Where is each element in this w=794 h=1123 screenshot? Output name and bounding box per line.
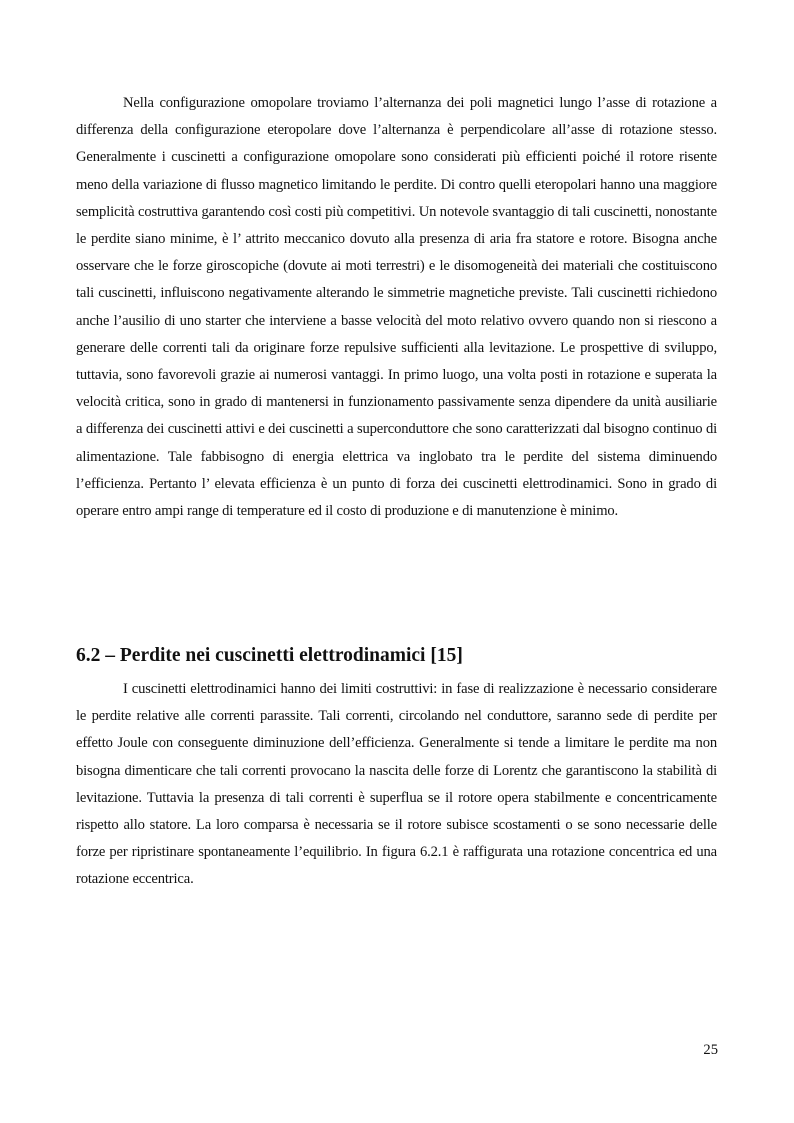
body-paragraph-2: I cuscinetti elettrodinamici hanno dei limiti costruttivi: in fase di realizzazione è necessario considerare le perdite relative alle correnti parassite. Tali correnti, circolando nel conduttore, saranno sede di perdite per effetto Joule con conseguente diminuzione dell’efficienza. Generalmente si tende a limitare le perdite ma non bisogna dimenticare che tali correnti provocano la nascita delle forze di Lorentz che garantiscono la stabilità di levitazione. Tuttavia la presenza di tali correnti è superflua se il rotore opera stabilmente e concentricamente rispetto allo statore. La loro comparsa è necessaria se il rotore subisce scostamenti o se sono necessarie delle forze per ripristinare spontaneamente l’equilibrio. In figura 6.2.1 è raffigurata una rotazione concentrica ed una rotazione eccentrica. <box>76 681 717 888</box>
page-number: 25 <box>703 1042 718 1058</box>
body-paragraph-1: Nella configurazione omopolare troviamo l’alternanza dei poli magnetici lungo l’asse di rotazione a differenza della configurazione eteropolare dove l’alternanza è perpendicolare all’asse di rotazione stesso. Generalmente i cuscinetti a configurazione omopolare sono considerati più efficienti poiché il rotore risente meno della variazione di flusso magnetico limitando le perdite. Di contro quelli eteropolari hanno una maggiore semplicità costruttiva garantendo così costi più competitivi. Un notevole svantaggio di tali cuscinetti, nonostante le perdite siano minime, è l’ attrito meccanico dovuto alla presenza di aria fra statore e rotore. Bisogna anche osservare che le forze giroscopiche (dovute ai moti terrestri) e le disomogeneità dei materiali che costituiscono tali cuscinetti, influiscono negativamente alterando le simmetrie magnetiche previste. Tali cuscinetti richiedono anche l’ausilio di uno starter che interviene a basse velocità del moto relativo ovvero quando non si riescono a generare delle correnti tali da originare forze repulsive sufficienti alla levitazione. Le prospettive di sviluppo, tuttavia, sono favorevoli grazie ai numerosi vantaggi. In primo luogo, una volta posti in rotazione e superata la velocità critica, sono in grado di mantenersi in funzionamento passivamente senza dipendere da unità ausiliarie a differenza dei cuscinetti attivi e dei cuscinetti a superconduttore che sono caratterizzati dal bisogno continuo di alimentazione. Tale fabbisogno di energia elettrica va inglobato tra le perdite del sistema diminuendo l’efficienza. Pertanto l’ elevata efficienza è un punto di forza dei cuscinetti elettrodinamici. Sono in grado di operare entro ampi range di temperature ed il costo di produzione e di manutenzione è minimo. <box>76 95 717 520</box>
section-heading: 6.2 – Perdite nei cuscinetti elettrodinamici [15] <box>76 645 463 666</box>
